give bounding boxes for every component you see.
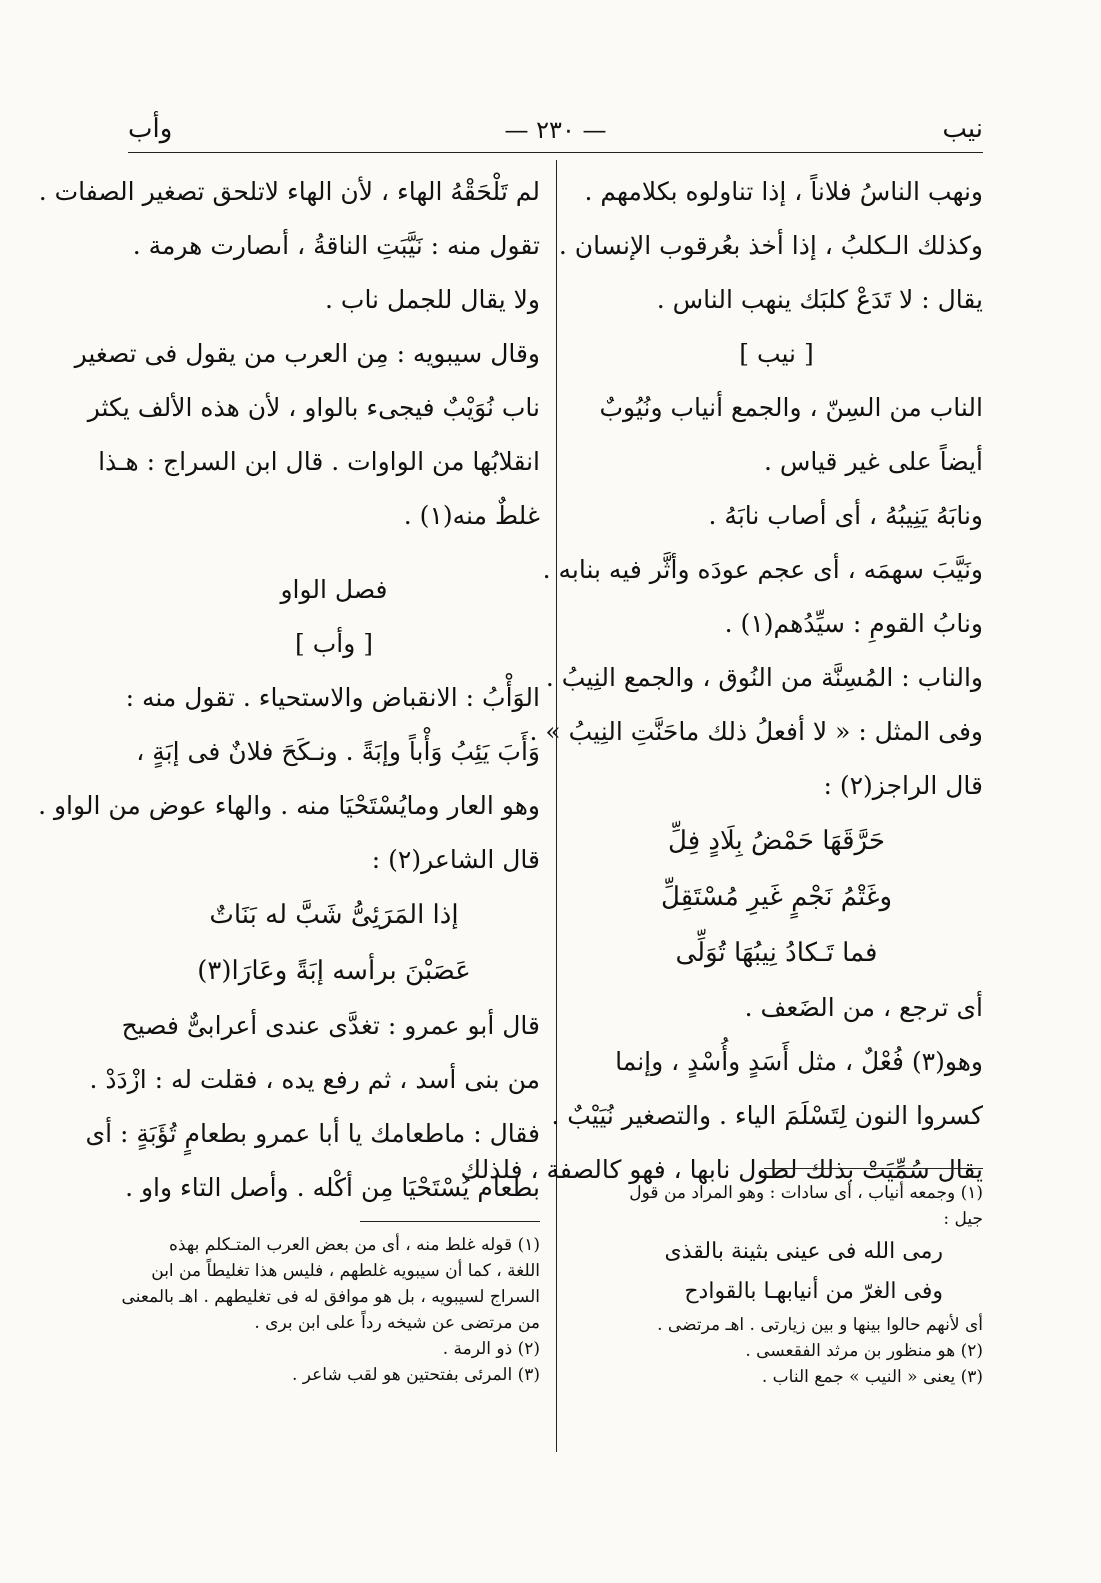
footnotes-left: [121, 1232, 540, 1388]
text-line: والناب : المُسِنَّة من النُوق ، والجمع النِيبُ .: [545, 663, 983, 692]
text-line: بطعام يُسْتَحْيَا مِن أكْله . وأصل التاء واو .: [125, 1173, 540, 1202]
column-separator: [556, 160, 557, 1452]
footnote-verse: وفى الغرّ من أنيابهـا بالقوادح: [684, 1279, 943, 1304]
page-number: — ٢٣٠ —: [504, 116, 607, 144]
text-line: وفى المثل : « لا أفعلُ ذلك ماحَنَّتِ النِيبُ » .: [529, 717, 983, 746]
text-line: ونابُ القومِ : سيِّدُهم(١) .: [724, 609, 983, 638]
text-line: ونابَهُ يَنِيبُهُ ، أى أصاب نابَهُ .: [708, 501, 983, 530]
footnote-line: اللغة ، كما أن سيبويه غلطهم ، فليس هذا تغليطاً من ابن: [151, 1261, 540, 1281]
footnotes-right: [570, 1180, 983, 1390]
verse-line: فما تَـكادُ نِيبُهَا تُوَلِّى: [675, 938, 878, 968]
verse-line: إذا المَرَئِىُّ شَبَّ له بَنَاتٌ: [209, 900, 459, 930]
left-column: [38, 165, 540, 1215]
verse-line: وغَتْمُ نَجْمٍ غَيرِ مُسْتَقِلِّ: [660, 882, 893, 912]
footnote-line: أى لأنهم حالوا بينها و بين زيارتى . اهـ مرتضى .: [657, 1315, 983, 1335]
footnote-line: (٣) يعنى « النيب » جمع الناب .: [761, 1367, 983, 1387]
text-line: الناب من السِنّ ، والجمع أنياب ونُيُوبٌ: [599, 393, 983, 422]
verse-line: عَصَبْنَ برأسه إبَةً وعَارَا(٣): [197, 956, 471, 986]
text-line: يقال سُمِّيَتْ بذلك لطول نابها ، فهو كالصفة ، فلذلك: [460, 1155, 983, 1184]
page-header: [128, 112, 983, 152]
text-line: فقال : ماطعامك يا أبا عمرو بطعامٍ تُؤَبَةٍ : أى: [85, 1119, 540, 1148]
text-line: ونَيَّبَ سهمَه ، أى عجم عودَه وأثَّر فيه بنابه .: [542, 555, 983, 584]
text-line: قال الشاعر(٢) :: [371, 845, 540, 874]
text-line: غلطٌ منه(١) .: [403, 501, 540, 530]
footnote-line: (٣) المرئى بفتحتين هو لقب شاعر .: [291, 1365, 540, 1385]
footnote-rule-left: [360, 1221, 540, 1222]
text-line: أى ترجع ، من الضَعف .: [744, 993, 983, 1022]
text-line: ونهب الناسُ فلاناً ، إذا تناولوه بكلامهم .: [584, 177, 983, 206]
footnote-line: (١) قوله غلط منه ، أى من بعض العرب المتـكلم بهذه: [168, 1235, 540, 1255]
footnote-line: السراج لسيبويه ، بل هو موافق له فى تغليطهم . اهـ بالمعنى: [121, 1287, 540, 1307]
header-root-word-left: وأب: [128, 114, 173, 144]
text-line: ولا يقال للجمل ناب .: [325, 285, 540, 314]
text-line: تقول منه : نَيَّبَتِ الناقةُ ، أىصارت هرمة .: [132, 231, 540, 260]
footnote-rule-right: [764, 1168, 983, 1169]
footnote-line: (١) وجمعه أنياب ، أى سادات : وهو المراد من قول: [629, 1183, 983, 1203]
text-line: وهو(٣) فُعْلٌ ، مثل أَسَدٍ وأُسْدٍ ، وإنما: [615, 1047, 983, 1076]
text-line: كسروا النون لِتَسْلَمَ الياء . والتصغير نُيَيْبٌ .: [551, 1101, 983, 1130]
text-line: لم تَلْحَقْهُ الهاء ، لأن الهاء لاتلحق تصغير الصفات .: [38, 177, 540, 206]
footnote-line: (٢) ذو الرمة .: [442, 1339, 540, 1359]
section-heading-nyb: [ نيب ]: [739, 339, 814, 368]
text-line: قال أبو عمرو : تغدَّى عندى أعرابىٌّ فصيح: [121, 1011, 540, 1040]
text-line: انقلابُها من الواوات . قال ابن السراج : هـذا: [98, 447, 540, 476]
footnote-line: (٢) هو منظور بن مرثد الفقعسى .: [745, 1341, 983, 1361]
text-line: من بنى أسد ، ثم رفع يده ، فقلت له : ازْدَدْ .: [89, 1065, 540, 1094]
text-line: وهو العار ومايُسْتَحْيَا منه . والهاء عوض من الواو .: [38, 791, 540, 820]
header-rule: [128, 152, 983, 153]
text-line: ناب نُوَيْبٌ فيجىء بالواو ، لأن هذه الألف يكثر: [87, 393, 540, 422]
text-line: وقال سيبويه : مِن العرب من يقول فى تصغير: [74, 339, 540, 368]
text-line: أيضاً على غير قياس .: [763, 447, 983, 476]
text-line: وَأَبَ يَئِبُ وَأْباً وإبَةً . ونـكَحَ فلانٌ فى إبَةٍ ،: [136, 737, 540, 766]
footnote-line: جيل :: [943, 1209, 983, 1229]
section-heading-wab: [ وأب ]: [295, 629, 373, 658]
footnote-line: من مرتضى عن شيخه رداً على ابن برى .: [254, 1313, 540, 1333]
text-line: يقال : لا تَدَعْ كلبَك ينهب الناس .: [656, 285, 983, 314]
text-line: وكذلك الـكلبُ ، إذا أخذ بعُرقوب الإنسان .: [558, 231, 983, 260]
verse-line: حَرَّقَهَا حَمْضُ بِلَادٍ فِلِّ: [668, 826, 885, 856]
text-line: الوَأْبُ : الانقباض والاستحياء . تقول منه :: [125, 683, 540, 712]
header-root-word-right: نيب: [942, 114, 983, 144]
footnote-verse: رمى الله فى عينى بثينة بالقذى: [664, 1239, 943, 1264]
text-line: قال الراجز(٢) :: [823, 771, 983, 800]
chapter-heading: فصل الواو: [280, 575, 388, 604]
